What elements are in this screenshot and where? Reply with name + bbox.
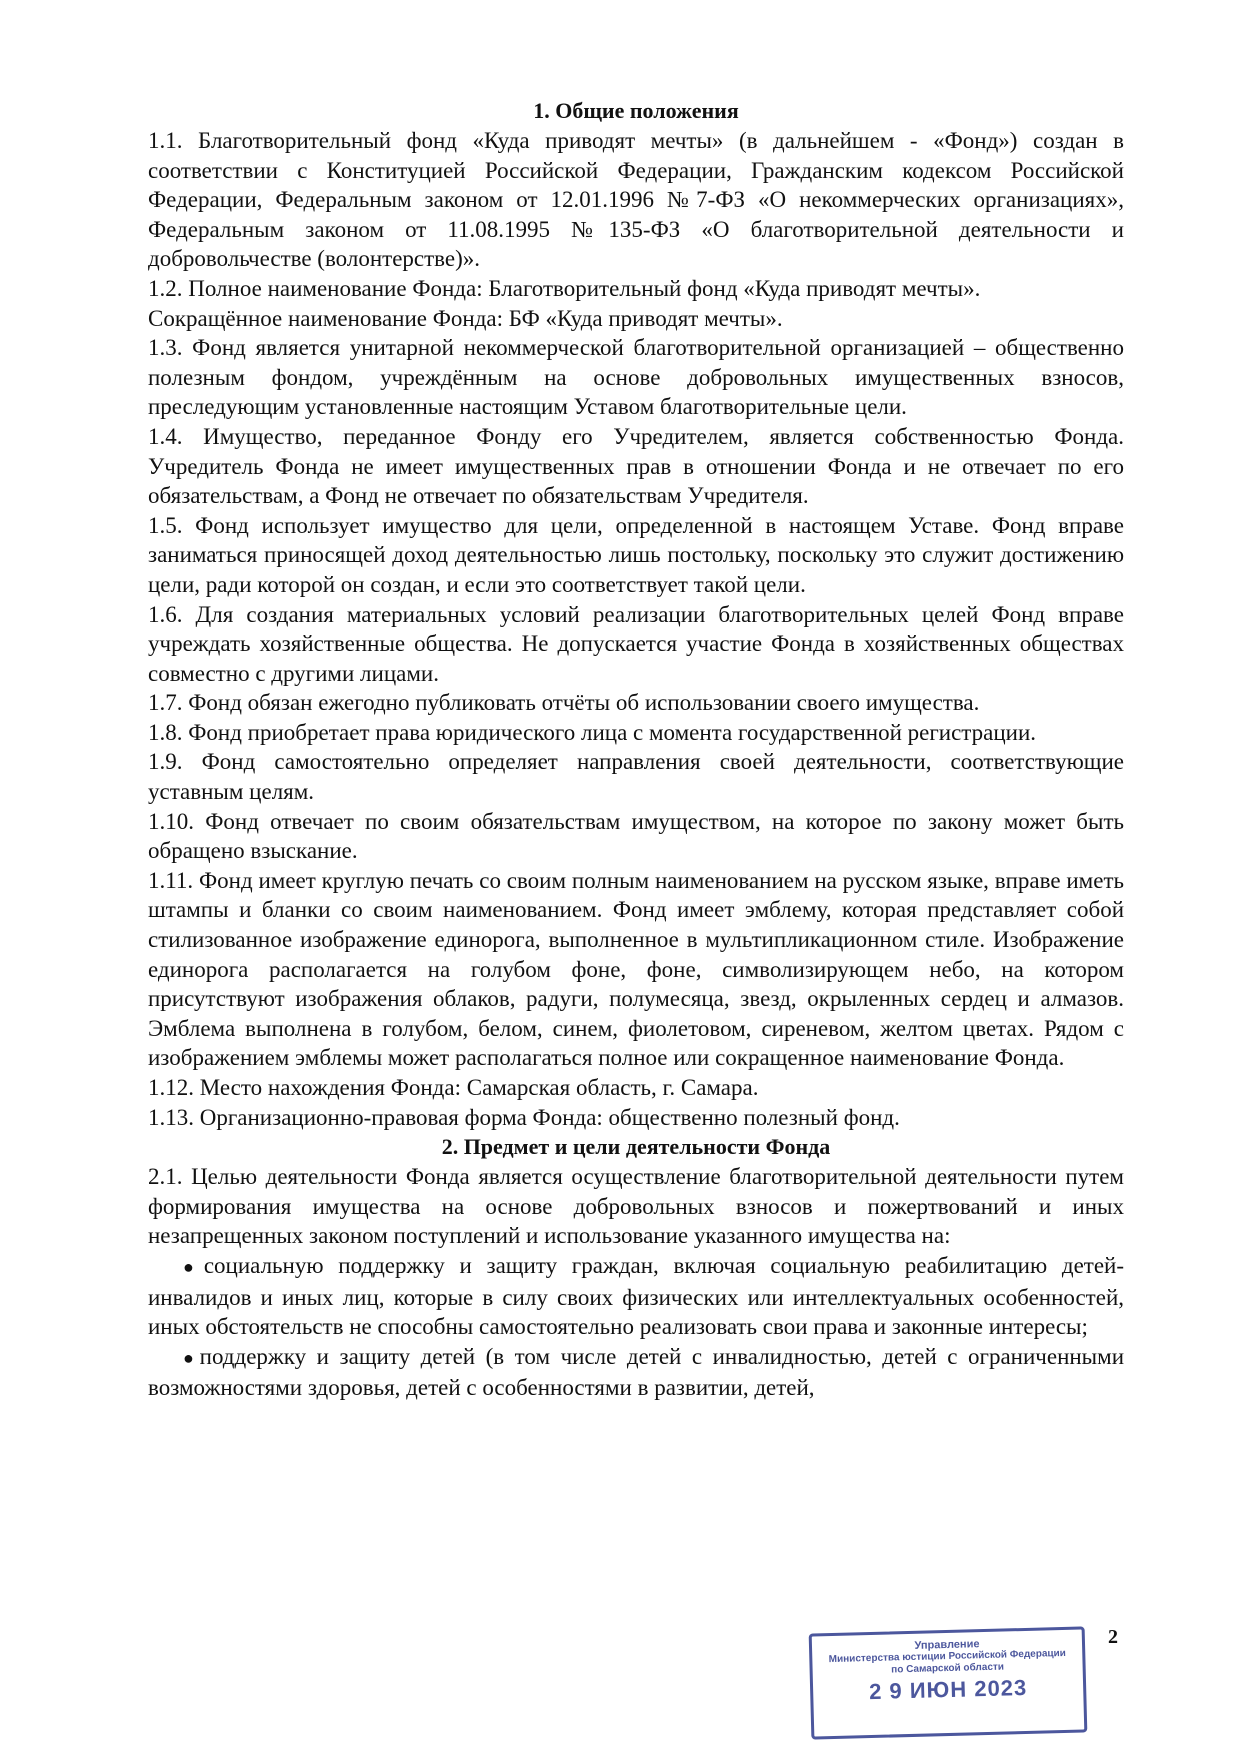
paragraph-1-1: 1.1. Благотворительный фонд «Куда приводят мечты» (в дальнейшем - «Фонд») создан в соответствии с Конституцией Российской Федерации, Гражданским кодексом Российской Федерации, Федеральным законом от 12.01.1996 №7-ФЗ «О некоммерческих организациях», Федеральным законом от 11.08.1995 №135-ФЗ «О благотворительной деятельности и добровольчестве (волонтерстве)». (148, 128, 1124, 272)
list-item (148, 1251, 1124, 1342)
document-body (148, 96, 1124, 1403)
paragraph-1-12: 1.12. Место нахождения Фонда: Самарская область, г. Самара. (148, 1075, 759, 1100)
paragraph-1-3: 1.3. Фонд является унитарной некоммерческой благотворительной организацией – общественно полезным фондом, учреждённым на основе добровольных имущественных взносов, преследующим установленные настоящим Уставом благотворительные цели. (148, 335, 1124, 420)
page-number: 2 (1108, 1626, 1118, 1648)
stamp-line-2: Министерства юстиции Российской Федерации (828, 1647, 1067, 1666)
stamp-line-3: по Самарской области (891, 1661, 1005, 1676)
section-1-title: 1. Общие положения (533, 98, 739, 123)
stamp-date: 2 9 ИЮН 2023 (868, 1674, 1028, 1705)
bullet-icon: ● (183, 1347, 199, 1368)
list-item-text: социальную поддержку и защиту граждан, включая социальную реабилитацию детей-инвалидов и иных лиц, которые в силу своих физических или интеллектуальных особенностей, иных обстоятельств не способны самостоятельно реализовать свои права и законные интересы; (148, 1252, 1124, 1340)
registration-stamp (809, 1626, 1088, 1739)
paragraph-1-2: 1.2. Полное наименование Фонда: Благотворительный фонд «Куда приводят мечты». (148, 275, 981, 301)
paragraph-1-10: 1.10. Фонд отвечает по своим обязательствам имуществом, на которое по закону может быть обращено взыскание. (148, 808, 1124, 864)
paragraph-1-4: 1.4. Имущество, переданное Фонду его Учредителем, является собственностью Фонда. Учредитель Фонда не имеет имущественных прав в отношении Фонда и не отвечает по его обязательствам, а Фонд не отвечает по обязательствам Учредителя. (148, 423, 1124, 509)
paragraph-1-2-short-name: Сокращённое наименование Фонда: БФ «Куда приводят мечты». (148, 305, 783, 331)
paragraph-1-13: 1.13. Организационно-правовая форма Фонда: общественно полезный фонд. (148, 1104, 900, 1130)
paragraph-2-1: 2.1. Целью деятельности Фонда является осуществление благотворительной деятельности путем формирования имущества на основе добровольных взносов и пожертвований и иных незапрещенных законом поступлений и использование указанного имущества на: (148, 1164, 1124, 1249)
bullet-icon: ● (183, 1256, 203, 1277)
list-item-text: поддержку и защиту детей (в том числе детей с инвалидностью, детей с ограниченными возможностями здоровья, детей с особенностями в развитии, детей, (148, 1343, 1124, 1401)
paragraph-1-9: 1.9. Фонд самостоятельно определяет направления своей деятельности, соответствующие уставным целям. (148, 749, 1124, 805)
paragraph-1-8: 1.8. Фонд приобретает права юридического лица с момента государственной регистрации. (148, 719, 1037, 745)
section-2-title: 2. Предмет и цели деятельности Фонда (441, 1134, 831, 1160)
paragraph-1-7: 1.7. Фонд обязан ежегодно публиковать отчёты об использовании своего имущества. (148, 690, 980, 716)
list-item (148, 1342, 1124, 1403)
paragraph-1-11: 1.11. Фонд имеет круглую печать со своим полным наименованием на русском языке, вправе иметь штампы и бланки со своим наименованием. Фонд имеет эмблему, которая представляет собой стилизованное изображение единорога, выполненное в мультипликационном стиле. Изображение единорога располагается на голубом фоне, фоне, символизирующем небо, на котором присутствуют изображения облаков, радуги, полумесяца, звезд, окрыленных сердец и алмазов. Эмблема выполнена в голубом, белом, синем, фиолетовом, сиреневом, желтом цветах. Рядом с изображением эмблемы может располагаться полное или сокращенное наименование Фонда. (148, 867, 1124, 1071)
stamp-line-1: Управление (914, 1638, 980, 1652)
paragraph-1-5: 1.5. Фонд использует имущество для цели, определенной в настоящем Уставе. Фонд вправе заниматься приносящей доход деятельностью лишь постольку, поскольку это служит достижению цели, ради которой он создан, и если это соответствует такой цели. (148, 512, 1124, 597)
paragraph-1-6: 1.6. Для создания материальных условий реализации благотворительных целей Фонд вправе учреждать хозяйственные общества. Не допускается участие Фонда в хозяйственных обществах совместно с другими лицами. (148, 601, 1124, 686)
